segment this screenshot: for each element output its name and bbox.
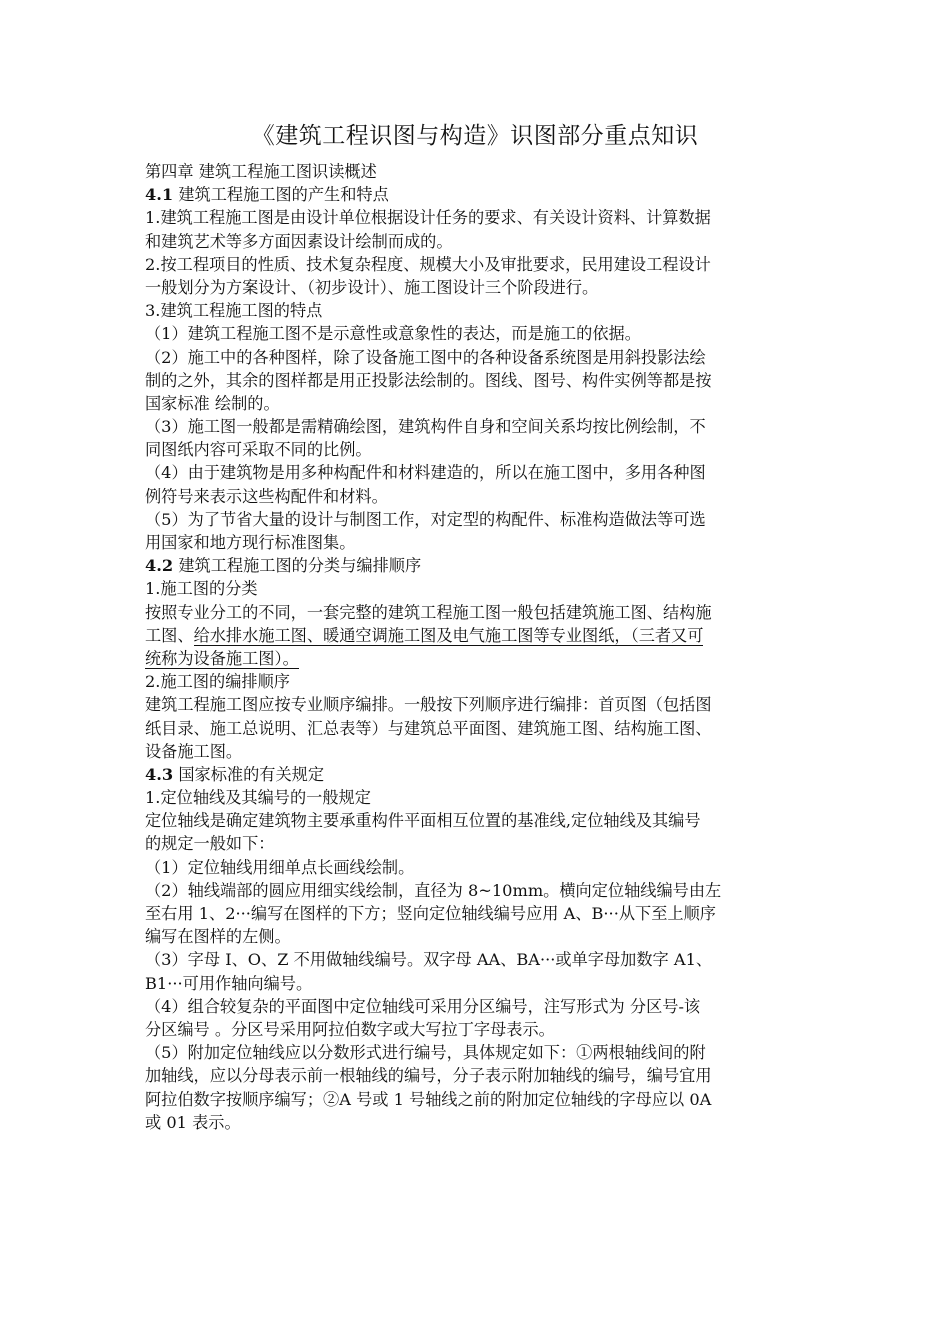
text-line: [145, 995, 813, 1018]
line-text: 编写在图样的左侧。: [145, 927, 291, 947]
document-title: 《建筑工程识图与构造》识图部分重点知识: [251, 123, 699, 149]
text-line: [145, 925, 813, 948]
line-text: （1）定位轴线用细单点长画线绘制。: [145, 857, 415, 877]
text-line: [145, 948, 813, 971]
underlined-text: 给水排水施工图、暖通空调施工图及电气施工图等专业图纸，（三者又可: [193, 625, 704, 645]
line-text: 纸目录、施工总说明、汇总表等）与建筑总平面图、建筑施工图、结构施工图、: [145, 718, 712, 738]
text-line: [145, 346, 813, 369]
text-line: [145, 856, 813, 879]
line-text: 3.建筑工程施工图的特点: [145, 301, 323, 321]
text-line: [145, 392, 813, 415]
document-body: [145, 160, 813, 1134]
text-line: [145, 554, 813, 577]
text-line: [145, 809, 813, 832]
text-line: [145, 299, 813, 322]
text-line: [145, 415, 813, 438]
line-text: （3）字母 I、O、Z 不用做轴线编号。双字母 AA、BA···或单字母加数字 A1、: [145, 950, 713, 970]
line-text: 或 01 表示。: [145, 1112, 241, 1132]
text-line: [145, 601, 813, 624]
text-line: [145, 461, 813, 484]
text-line: [145, 160, 813, 183]
line-text: （2）施工中的各种图样，除了设备施工图中的各种设备系统图是用斜投影法绘: [145, 347, 706, 367]
section-number: 4.2: [145, 556, 174, 576]
line-text: 至右用 1、2···编写在图样的下方；竖向定位轴线编号应用 A、B···从下至上顺序: [145, 904, 716, 923]
line-text: 1.定位轴线及其编号的一般规定: [145, 788, 371, 808]
line-text: 建筑工程施工图的产生和特点: [173, 185, 389, 205]
text-line: [145, 624, 813, 647]
line-text: 工图、: [145, 625, 194, 645]
text-line: [145, 508, 813, 531]
text-line: [145, 183, 813, 206]
text-line: [145, 230, 813, 253]
text-line: [145, 693, 813, 716]
text-line: [145, 717, 813, 740]
line-text: （3）施工图一般都是需精确绘图，建筑构件自身和空间关系均按比例绘制，不: [145, 417, 706, 437]
line-text: （1）建筑工程施工图不是示意性或意象性的表达，而是施工的依据。: [145, 324, 641, 344]
text-line: [145, 972, 813, 995]
line-text: 按照专业分工的不同，一套完整的建筑工程施工图一般包括建筑施工图、结构施: [145, 602, 712, 622]
line-text: 定位轴线是确定建筑物主要承重构件平面相互位置的基准线,定位轴线及其编号: [145, 811, 701, 831]
line-text: （5）附加定位轴线应以分数形式进行编号，具体规定如下：①两根轴线间的附: [145, 1043, 706, 1063]
line-text: （5）为了节省大量的设计与制图工作，对定型的构配件、标准构造做法等可选: [145, 509, 706, 529]
line-text: 建筑工程施工图的分类与编排顺序: [173, 556, 422, 576]
line-text: 建筑工程施工图应按专业顺序编排。一般按下列顺序进行编排：首页图（包括图: [145, 695, 712, 715]
section-number: 4.3: [145, 764, 174, 784]
text-line: [145, 740, 813, 763]
text-line: [145, 369, 813, 392]
text-line: [145, 276, 813, 299]
text-line: [145, 670, 813, 693]
line-text: 的规定一般如下：: [145, 834, 275, 854]
section-number: 4.1: [145, 185, 174, 205]
line-text: 1.建筑工程施工图是由设计单位根据设计任务的要求、有关设计资料、计算数据: [145, 208, 711, 228]
text-line: [145, 577, 813, 600]
line-text: （4）由于建筑物是用多种构配件和材料建造的，所以在施工图中，多用各种图: [145, 463, 706, 483]
line-text: 一般划分为方案设计、（初步设计）、施工图设计三个阶段进行。: [145, 277, 599, 297]
line-text: 和建筑艺术等多方面因素设计绘制而成的。: [145, 231, 453, 251]
line-text: 同图纸内容可采取不同的比例。: [145, 440, 372, 460]
text-line: [145, 531, 813, 554]
line-text: （2）轴线端部的圆应用细实线绘制，直径为 8~10mm。横向定位轴线编号由左: [145, 880, 722, 900]
text-line: [145, 647, 813, 670]
line-text: 第四章 建筑工程施工图识读概述: [145, 162, 377, 181]
text-line: [145, 832, 813, 855]
text-line: [145, 485, 813, 508]
text-line: [145, 1041, 813, 1064]
line-text: （4）组合较复杂的平面图中定位轴线可采用分区编号，注写形式为 分区号-该: [145, 996, 701, 1016]
text-line: [145, 438, 813, 461]
line-text: 制的之外，其余的图样都是用正投影法绘制的。图线、图号、构件实例等都是按: [145, 370, 712, 390]
text-line: [145, 206, 813, 229]
text-line: [145, 902, 813, 925]
text-line: [145, 1018, 813, 1041]
line-text: 阿拉伯数字按顺序编写；②A 号或 1 号轴线之前的附加定位轴线的字母应以 0A: [145, 1089, 712, 1109]
text-line: [145, 253, 813, 276]
line-text: 国家标准的有关规定: [173, 764, 325, 784]
line-text: 分区编号 。分区号采用阿拉伯数字或大写拉丁字母表示。: [145, 1019, 555, 1039]
line-text: 2.施工图的编排顺序: [145, 672, 290, 692]
line-text: 加轴线，应以分母表示前一根轴线的编号，分子表示附加轴线的编号，编号宜用: [145, 1066, 712, 1086]
line-text: 2.按工程项目的性质、技术复杂程度、规模大小及审批要求，民用建设工程设计: [145, 254, 711, 274]
text-line: [145, 763, 813, 786]
text-line: [145, 786, 813, 809]
underlined-text: 统称为设备施工图）。: [145, 648, 299, 668]
text-line: [145, 1064, 813, 1087]
text-line: [145, 1088, 813, 1111]
text-line: [145, 1111, 813, 1134]
text-line: [145, 322, 813, 345]
text-line: [145, 879, 813, 902]
line-text: 设备施工图。: [145, 741, 243, 761]
line-text: B1···可用作轴向编号。: [145, 973, 313, 993]
line-text: 1.施工图的分类: [145, 579, 258, 599]
line-text: 用国家和地方现行标准图集。: [145, 533, 356, 552]
line-text: 国家标准 绘制的。: [145, 393, 280, 413]
line-text: 例符号来表示这些构配件和材料。: [145, 486, 388, 506]
